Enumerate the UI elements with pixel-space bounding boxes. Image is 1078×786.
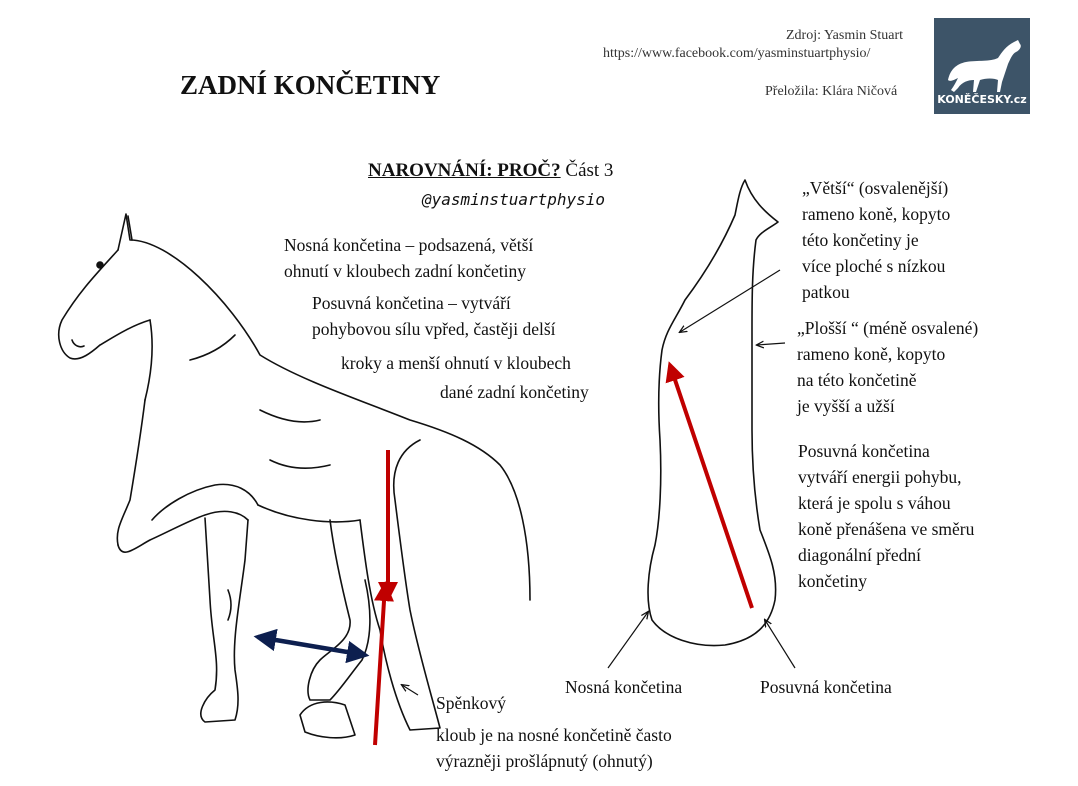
author-handle: @yasminstuartphysio	[422, 190, 606, 209]
pushing-energy-note: Posuvná končetina vytváří energii pohybu, která je spolu s váhou koně přenášena ve směru diagonální přední končetiny	[798, 441, 975, 591]
fetlock-label: Spěnkový	[436, 693, 506, 713]
subtitle-part: Část 3	[565, 160, 614, 181]
source-url[interactable]: https://www.facebook.com/yasminstuartphysio/	[603, 46, 871, 61]
pushing-note-2: kroky a menší ohnutí v kloubech	[341, 353, 571, 373]
bigger-shoulder-note: „Větší“ (osvalenější) rameno koně, kopyto této končetiny je více ploché s nízkou patkou	[802, 178, 951, 302]
pushing-note-1: Posuvná končetina – vytváří pohybovou sílu vpřed, častěji delší	[312, 293, 556, 339]
weight-leg-label: Nosná končetina	[565, 677, 683, 697]
horse-rear-drawing	[648, 180, 778, 646]
logo-text: KONĚČESKY.cz	[937, 93, 1027, 106]
page-title: ZADNÍ KONČETINY	[180, 70, 441, 100]
flatter-shoulder-note: „Plošší “ (méně osvalené) rameno koně, kopyto na této končetině je vyšší a užší	[797, 318, 979, 416]
subtitle-bold: NAROVNÁNÍ: PROČ?	[368, 160, 561, 181]
source-line: Zdroj: Yasmin Stuart	[786, 28, 904, 43]
blue-double-arrow	[258, 637, 365, 655]
red-arrows-side	[375, 450, 388, 745]
pushing-note-3: dané zadní končetiny	[440, 382, 589, 402]
push-leg-label: Posuvná končetina	[760, 677, 892, 697]
fetlock-description: kloub je na nosné končetině často výrazněji prošlápnutý (ohnutý)	[436, 725, 672, 771]
translator-credit: Přeložila: Klára Ničová	[765, 84, 898, 99]
red-arrow-rear	[670, 365, 752, 608]
weight-bearing-note: Nosná končetina – podsazená, větší ohnutí v kloubech zadní končetiny	[284, 235, 534, 281]
